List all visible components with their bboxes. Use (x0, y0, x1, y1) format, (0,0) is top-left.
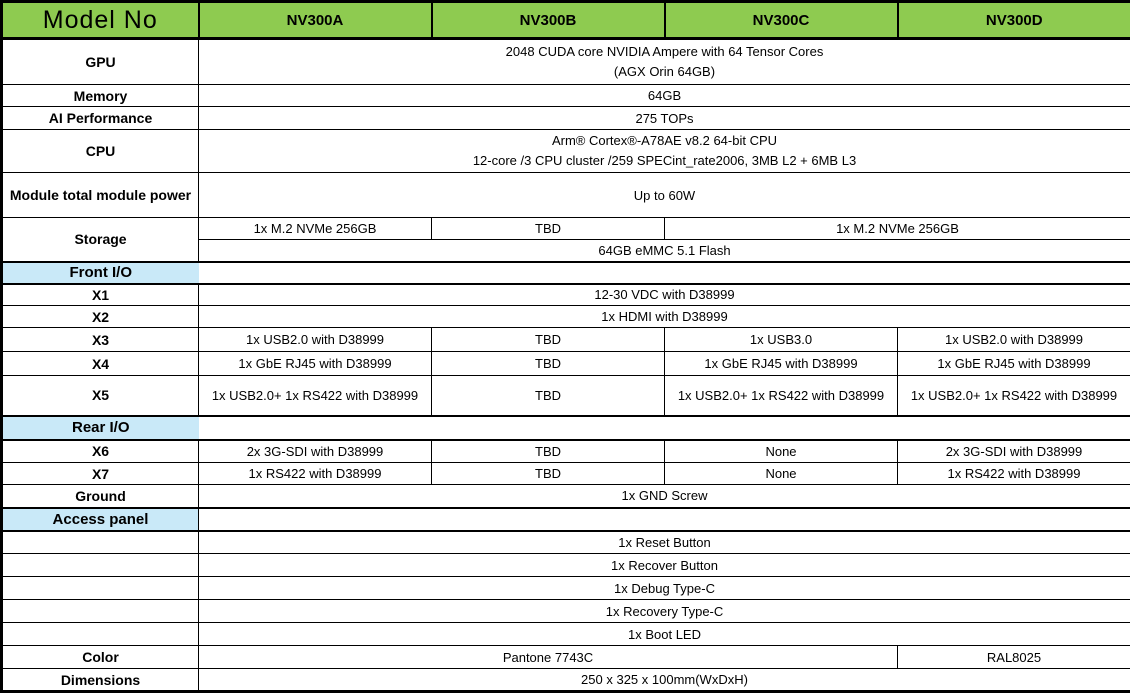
x5-label: X5 (2, 376, 199, 416)
access-item-recover-button: 1x Recover Button (199, 554, 1130, 577)
x6-nv300b: TBD (432, 440, 665, 463)
x1-label: X1 (2, 284, 199, 306)
x6-nv300a: 2x 3G-SDI with D38999 (199, 440, 432, 463)
access-item-label-empty (2, 531, 199, 554)
memory-label: Memory (2, 85, 199, 107)
row-color (2, 646, 1130, 669)
row-memory (2, 85, 1130, 107)
row-rear-io (2, 416, 1130, 440)
gpu-value-line1: 2048 CUDA core NVIDIA Ampere with 64 Tensor Cores (505, 44, 824, 59)
storage-label: Storage (2, 218, 199, 262)
access-item-label-empty (2, 577, 199, 600)
module-power-label: Module total module power (2, 173, 199, 218)
row-x2 (2, 306, 1130, 328)
row-access-item-debug (2, 577, 1130, 600)
row-ground (2, 485, 1130, 508)
x4-nv300b: TBD (432, 352, 665, 376)
access-panel-label: Access panel (2, 508, 199, 531)
access-item-debug-type-c: 1x Debug Type-C (199, 577, 1130, 600)
x7-nv300c: None (665, 463, 898, 485)
x4-nv300c: 1x GbE RJ45 with D38999 (665, 352, 898, 376)
memory-value: 64GB (199, 85, 1130, 107)
ai-performance-label: AI Performance (2, 107, 199, 130)
row-access-item-recovery (2, 600, 1130, 623)
module-power-value: Up to 60W (199, 173, 1130, 218)
x2-value: 1x HDMI with D38999 (199, 306, 1130, 328)
x5-nv300d: 1x USB2.0+ 1x RS422 with D38999 (898, 376, 1130, 416)
x3-label: X3 (2, 328, 199, 352)
cpu-label: CPU (2, 130, 199, 173)
header-model-nv300b: NV300B (432, 2, 665, 39)
storage-shared: 64GB eMMC 5.1 Flash (199, 240, 1130, 262)
row-storage-1 (2, 218, 1130, 240)
color-nv300abc: Pantone 7743C (199, 646, 898, 669)
x6-label: X6 (2, 440, 199, 463)
x5-nv300b: TBD (432, 376, 665, 416)
row-access-item-reset (2, 531, 1130, 554)
front-io-label: Front I/O (2, 262, 199, 284)
row-x7 (2, 463, 1130, 485)
x3-nv300d: 1x USB2.0 with D38999 (898, 328, 1130, 352)
x5-nv300c: 1x USB2.0+ 1x RS422 with D38999 (665, 376, 898, 416)
row-front-io (2, 262, 1130, 284)
x1-value: 12-30 VDC with D38999 (199, 284, 1130, 306)
x4-nv300a: 1x GbE RJ45 with D38999 (199, 352, 432, 376)
color-nv300d: RAL8025 (898, 646, 1130, 669)
row-x1 (2, 284, 1130, 306)
row-x4 (2, 352, 1130, 376)
row-x6 (2, 440, 1130, 463)
x3-nv300b: TBD (432, 328, 665, 352)
row-dimensions (2, 669, 1130, 692)
access-item-label-empty (2, 600, 199, 623)
header-model-nv300d: NV300D (898, 2, 1130, 39)
access-panel-empty (199, 508, 1130, 531)
row-x5 (2, 376, 1130, 416)
gpu-value-line2: (AGX Orin 64GB) (613, 64, 716, 79)
row-gpu (2, 39, 1130, 85)
x4-label: X4 (2, 352, 199, 376)
storage-nv300b: TBD (432, 218, 665, 240)
row-access-panel (2, 508, 1130, 531)
gpu-label: GPU (2, 39, 199, 85)
row-cpu (2, 130, 1130, 173)
header-model-no: Model No (2, 2, 199, 39)
color-label: Color (2, 646, 199, 669)
access-item-label-empty (2, 623, 199, 646)
access-item-reset-button: 1x Reset Button (199, 531, 1130, 554)
storage-nv300a: 1x M.2 NVMe 256GB (199, 218, 432, 240)
access-item-label-empty (2, 554, 199, 577)
x5-nv300a: 1x USB2.0+ 1x RS422 with D38999 (199, 376, 432, 416)
x6-nv300d: 2x 3G-SDI with D38999 (898, 440, 1130, 463)
header-row (2, 2, 1130, 39)
x2-label: X2 (2, 306, 199, 328)
x7-nv300a: 1x RS422 with D38999 (199, 463, 432, 485)
x4-nv300d: 1x GbE RJ45 with D38999 (898, 352, 1130, 376)
access-item-recovery-type-c: 1x Recovery Type-C (199, 600, 1130, 623)
row-access-item-recover (2, 554, 1130, 577)
storage-nv300cd: 1x M.2 NVMe 256GB (665, 218, 1130, 240)
rear-io-label: Rear I/O (2, 416, 199, 440)
x7-label: X7 (2, 463, 199, 485)
x3-nv300c: 1x USB3.0 (665, 328, 898, 352)
cpu-value-line2: 12-core /3 CPU cluster /259 SPECint_rate2006, 3MB L2 + 6MB L3 (472, 153, 857, 168)
front-io-empty (199, 262, 1130, 284)
header-model-nv300a: NV300A (199, 2, 432, 39)
gpu-value (199, 39, 1130, 85)
dimensions-value: 250 x 325 x 100mm(WxDxH) (199, 669, 1130, 692)
ai-performance-value: 275 TOPs (199, 107, 1130, 130)
x7-nv300b: TBD (432, 463, 665, 485)
access-item-boot-led: 1x Boot LED (199, 623, 1130, 646)
cpu-value-line1: Arm® Cortex®-A78AE v8.2 64-bit CPU (551, 133, 778, 148)
row-ai-performance (2, 107, 1130, 130)
dimensions-label: Dimensions (2, 669, 199, 692)
x6-nv300c: None (665, 440, 898, 463)
cpu-value (199, 130, 1130, 173)
rear-io-empty (199, 416, 1130, 440)
row-access-item-boot-led (2, 623, 1130, 646)
row-module-power (2, 173, 1130, 218)
ground-label: Ground (2, 485, 199, 508)
header-model-nv300c: NV300C (665, 2, 898, 39)
ground-value: 1x GND Screw (199, 485, 1130, 508)
row-x3 (2, 328, 1130, 352)
x7-nv300d: 1x RS422 with D38999 (898, 463, 1130, 485)
x3-nv300a: 1x USB2.0 with D38999 (199, 328, 432, 352)
